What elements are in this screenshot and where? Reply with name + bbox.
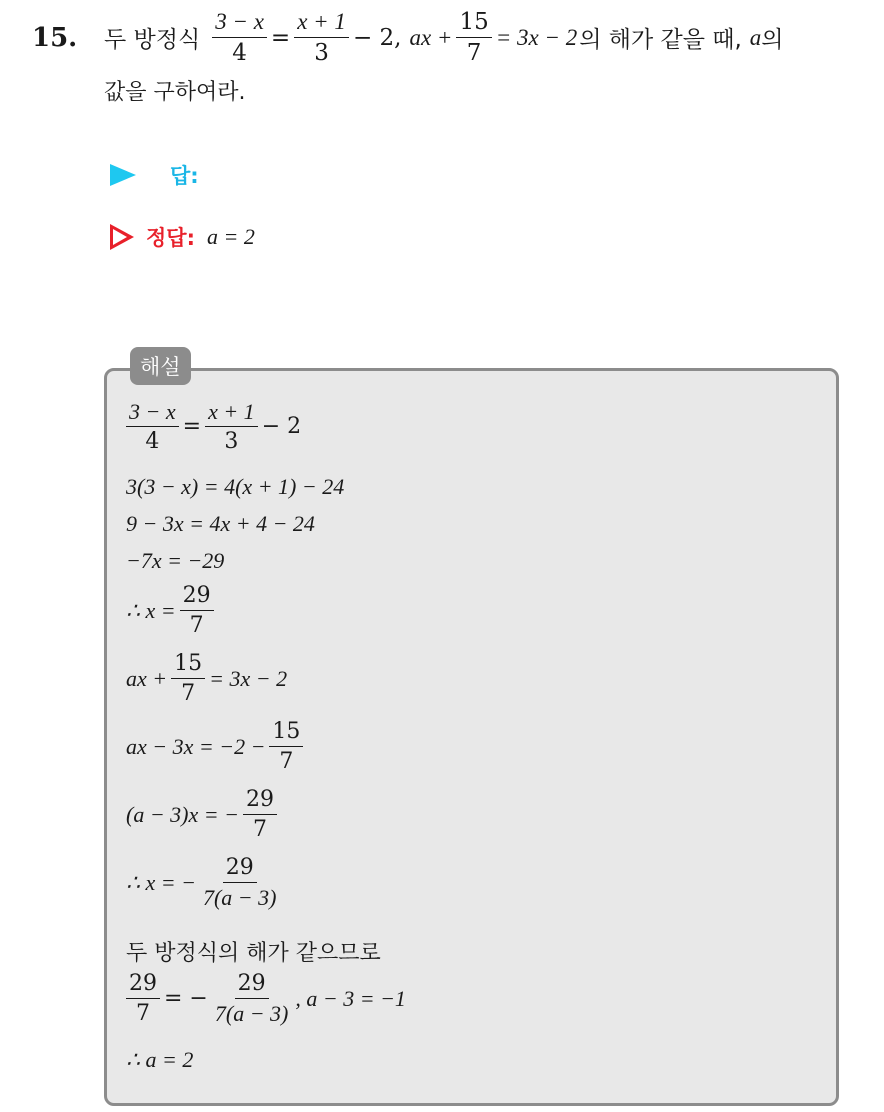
step1-tail: − 2 bbox=[261, 414, 302, 440]
answer-row bbox=[110, 160, 199, 190]
explanation-step-9 bbox=[126, 856, 283, 909]
step8-denominator: 7 bbox=[252, 817, 267, 843]
explanation-step-5 bbox=[126, 584, 218, 637]
question-block bbox=[32, 10, 872, 106]
eq1-rhs-fraction bbox=[294, 10, 349, 65]
step5-head: ∴ x = bbox=[126, 597, 176, 623]
step5-denominator: 7 bbox=[189, 613, 204, 639]
eq2-fraction bbox=[456, 10, 491, 65]
explanation-step-7 bbox=[126, 720, 307, 773]
question-line-1 bbox=[32, 10, 872, 65]
explanation-step-12: ∴ a = 2 bbox=[126, 1047, 194, 1072]
eq2-lhs-head: ax + bbox=[409, 24, 453, 50]
eq2-numerator: 15 bbox=[456, 10, 491, 38]
step6-head: ax + bbox=[126, 665, 168, 691]
step9-denominator: 7(a − 3) bbox=[202, 885, 277, 911]
step11-tail: , a − 3 = −1 bbox=[295, 985, 406, 1011]
step8-numerator: 29 bbox=[243, 788, 277, 815]
question-intro: 두 방정식 bbox=[104, 27, 201, 54]
step9-head: ∴ x = − bbox=[126, 869, 196, 895]
question-mid-text: 의 해가 같을 때, bbox=[579, 27, 742, 54]
step1-rhs-denominator: 3 bbox=[224, 429, 239, 455]
eq2-denominator: 7 bbox=[466, 40, 482, 67]
question-number: 15. bbox=[32, 22, 78, 53]
step6-numerator: 15 bbox=[171, 652, 205, 679]
answer-arrow-icon bbox=[110, 164, 136, 186]
eq1-rhs-numerator: x + 1 bbox=[294, 10, 349, 38]
explanation-step-4: −7x = −29 bbox=[126, 548, 225, 573]
step11-lhs-fraction bbox=[126, 972, 160, 1025]
correct-answer-arrow-icon bbox=[110, 224, 134, 250]
step1-rhs-fraction bbox=[205, 400, 258, 453]
explanation-step-6 bbox=[126, 652, 287, 705]
step7-numerator: 15 bbox=[269, 720, 303, 747]
eq1-equals: = bbox=[270, 24, 291, 51]
step11-mid: = − bbox=[164, 986, 208, 1012]
step1-rhs-numerator: x + 1 bbox=[205, 400, 258, 427]
step8-fraction bbox=[243, 788, 277, 841]
question-line-2: 값을 구하여라. bbox=[104, 80, 246, 106]
eq1-lhs-fraction bbox=[212, 10, 267, 65]
step1-equals: = bbox=[182, 414, 202, 440]
eq1-lhs-numerator: 3 − x bbox=[212, 10, 267, 38]
step11-rhs-numerator: 29 bbox=[235, 972, 269, 999]
answer-label: 답: bbox=[170, 164, 199, 188]
step9-numerator: 29 bbox=[223, 856, 257, 883]
step11-lhs-denominator: 7 bbox=[136, 1001, 150, 1027]
step1-lhs-fraction bbox=[126, 400, 179, 453]
step7-denominator: 7 bbox=[279, 749, 294, 775]
step5-fraction bbox=[180, 584, 214, 637]
step11-lhs-numerator: 29 bbox=[126, 972, 160, 999]
correct-answer-label: 정답: bbox=[146, 226, 195, 250]
eq1-rhs-tail: − 2, bbox=[352, 24, 402, 51]
explanation-step-8 bbox=[126, 788, 281, 841]
explanation-step-11 bbox=[126, 972, 406, 1025]
explanation-step-3: 9 − 3x = 4x + 4 − 24 bbox=[126, 511, 315, 536]
question-variable-a: a bbox=[749, 24, 762, 50]
step11-rhs-denominator: 7(a − 3) bbox=[214, 1001, 289, 1027]
question-end-text: 의 bbox=[761, 27, 784, 54]
step6-tail: = 3x − 2 bbox=[209, 665, 288, 691]
step7-fraction bbox=[269, 720, 303, 773]
step6-denominator: 7 bbox=[181, 681, 196, 707]
step5-numerator: 29 bbox=[180, 584, 214, 611]
step1-lhs-numerator: 3 − x bbox=[126, 400, 179, 427]
step11-rhs-fraction bbox=[212, 972, 292, 1025]
step1-lhs-denominator: 4 bbox=[145, 429, 160, 455]
explanation-tab: 해설 bbox=[130, 347, 191, 385]
correct-answer-row bbox=[110, 222, 255, 252]
step9-fraction bbox=[200, 856, 280, 909]
step6-fraction bbox=[171, 652, 205, 705]
explanation-step-1 bbox=[126, 400, 301, 453]
eq1-lhs-denominator: 4 bbox=[232, 40, 247, 67]
eq2-rhs: = 3x − 2 bbox=[495, 24, 578, 50]
correct-answer-value: a = 2 bbox=[206, 224, 255, 249]
explanation-step-2: 3(3 − x) = 4(x + 1) − 24 bbox=[126, 474, 345, 499]
eq1-rhs-denominator: 3 bbox=[314, 40, 329, 67]
step8-head: (a − 3)x = − bbox=[126, 801, 239, 827]
step7-head: ax − 3x = −2 − bbox=[126, 733, 266, 759]
explanation-step-10: 두 방정식의 해가 같으므로 bbox=[126, 941, 381, 966]
